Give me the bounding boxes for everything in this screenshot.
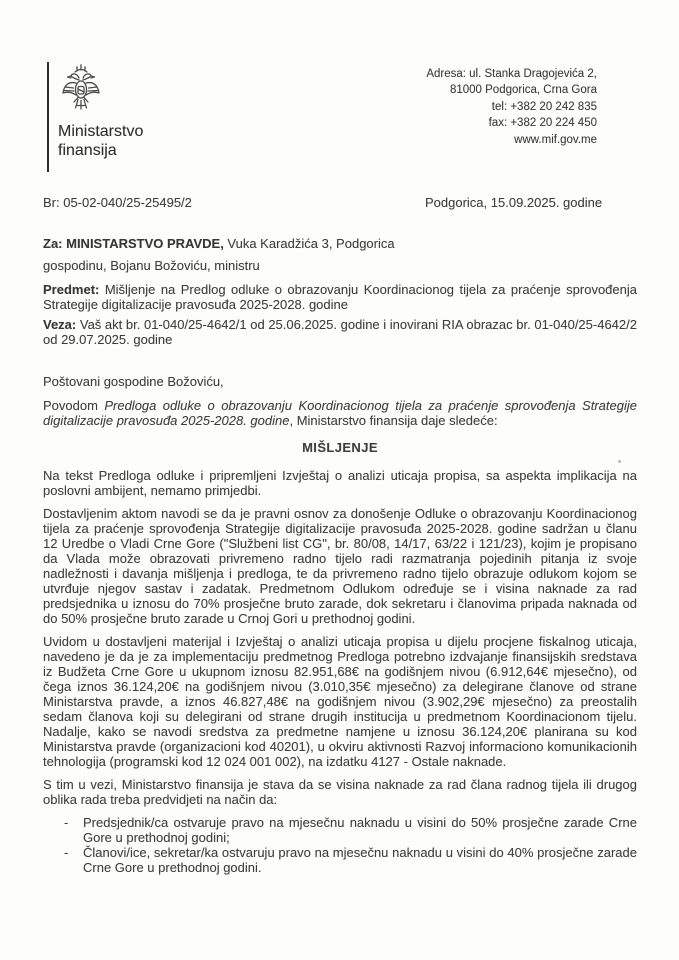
address-line: 81000 Podgorica, Crna Gora xyxy=(449,84,597,97)
intro-paragraph xyxy=(43,398,637,428)
paragraph: Na tekst Predloga odluke i pripremljeni Izvještaj o analizi uticaja propisa, sa aspekta implikacija na poslovni ambijent, nemamo primjedbi. xyxy=(43,468,637,498)
list-item-text: Predsjednik/ca ostvaruje pravo na mjesečnu naknadu u visini do 50% prosječne zarade Crne Gore u prethodnoj godini; xyxy=(83,815,637,845)
reference-number: Br: 05-02-040/25-25495/2 xyxy=(43,195,192,210)
related-reference-line xyxy=(43,317,637,347)
subject-text: Mišljenje na Predlog odluke o obrazovanju Koordinacionog tijela za praćenje sprovođenja Strategije digitalizacije pravosuđa 2025-2028. godine xyxy=(43,282,637,312)
related-label: Veza: xyxy=(43,317,77,332)
letterhead-vertical-rule xyxy=(47,62,49,172)
place-date: Podgorica, 15.09.2025. godine xyxy=(425,195,603,210)
paragraph: Uvidom u dostavljeni materijal i Izvještaj o analizi uticaja propisa u dijelu procjene fiskalnog uticaja, navedeno je da je za implementaciju predmetnog Predloga potrebno izdvajanje finansijskih sredstava iz Budžeta Crne Gore u ukupnom iznosu 82.951,68€ na godišnjem nivou (6.912,64€ mjesečno), od čega iznos 36.124,20€ na godišnjem nivou (3.010,35€ mjesečno) za delegirane članove od strane Ministarstva pravde, a iznos 46.827,48€ na godišnjem nivou (3.902,29€ mjesečno) za preostalih sedam članova koji su delegirani od strane drugih institucija u predmetnom Koordinacionom tijelu. Nadalje, kako se navodi sredstva za predmetne namjene u iznosu 36.124,20€ planirana su kod Ministarstva pravde (organizacioni kod 40201), u okviru aktivnosti Razvoj informaciono komunikacionih tehnologija (programski kod 12 024 001 002), na izdatku 4127 - Ostale naknade. xyxy=(43,634,637,769)
ministry-name-line2: finansija xyxy=(58,142,117,159)
letter-body xyxy=(43,236,637,875)
paragraph: S tim u vezi, Ministarstvo finansija je stava da se visina naknade za rad člana radnog tijela ili drugog oblika rada treba predvidjeti na način da: xyxy=(43,777,637,807)
recipient-name: Za: MINISTARSTVO PRAVDE, xyxy=(43,236,224,251)
opinion-heading: MIŠLJENJE xyxy=(302,440,378,455)
ministry-name xyxy=(58,122,143,160)
address-line: Adresa: ul. Stanka Dragojevića 2, xyxy=(426,68,597,80)
dash-bullet: - xyxy=(64,815,69,830)
ministry-logo xyxy=(58,62,143,160)
intro-italic-title: Predloga odluke o obrazovanju Koordinacionog tijela za praćenje sprovođenja Strategije digitalizacije pravosuđa 2025-2028. godine xyxy=(43,398,637,428)
intro-prefix: Povodom xyxy=(43,398,105,413)
fax-line: fax: +382 20 224 450 xyxy=(488,117,597,130)
recipient-address: Vuka Karadžića 3, Podgorica xyxy=(223,236,395,251)
montenegro-coat-of-arms-icon xyxy=(60,62,102,118)
phone-line: tel: +382 20 242 835 xyxy=(491,100,597,113)
attention-line: gospodinu, Bojanu Božoviću, ministru xyxy=(43,258,260,273)
subject-label: Predmet: xyxy=(43,282,100,297)
list-item xyxy=(43,815,637,845)
scan-artifact xyxy=(618,460,621,463)
reference-row xyxy=(43,195,637,210)
list-item-text: Članovi/ice, sekretar/ka ostvaruju pravo na mjesečnu naknadu u visini do 40% prosječne zarade Crne Gore u prethodnoj godini. xyxy=(83,845,637,875)
related-text: Vaš akt br. 01-040/25-4642/1 od 25.06.2025. godine i inovirani RIA obrazac br. 01-040/25-4642/2 od 29.07.2025. godine xyxy=(43,317,637,347)
dash-bullet: - xyxy=(64,845,69,860)
ministry-name-line1: Ministarstvo xyxy=(58,123,144,140)
recipient-line xyxy=(43,236,637,251)
conditions-list xyxy=(43,815,637,875)
intro-suffix: , Ministarstvo finansija daje sledeće: xyxy=(289,413,498,428)
contact-block xyxy=(426,66,597,148)
subject-line xyxy=(43,282,637,312)
salutation: Poštovani gospodine Božoviću, xyxy=(43,374,224,389)
paragraph: Dostavljenim aktom navodi se da je pravni osnov za donošenje Odluke o obrazovanju Koordinacionog tijela za praćenje sprovođenja Strategije digitalizacije pravosuđa 2025-2028. godine sadržan u članu 12 Uredbe o Vladi Crne Gore ("Službeni list CG", br. 80/08, 14/17, 63/22 i 121/23), kojim je propisano da Vlada može obrazovati privremeno radno tijelo radi razmatranja pojedinih pitanja iz svoje nadležnosti i davanja mišljenja i predloga, te da privremeno radno tijelo obrazuje odlukom kojom se utvrđuje njegov sastav i zadatak. Predmetnom Odlukom određuje se i visina naknade za rad predsjednika u iznosu do 70% prosječne bruto zarade, dok sekretaru i članovima pripada naknada od do 50% prosječne bruto zarade u Crnoj Gori u prethodnoj godini. xyxy=(43,506,637,626)
website-line: www.mif.gov.me xyxy=(514,133,597,146)
list-item xyxy=(43,845,637,875)
